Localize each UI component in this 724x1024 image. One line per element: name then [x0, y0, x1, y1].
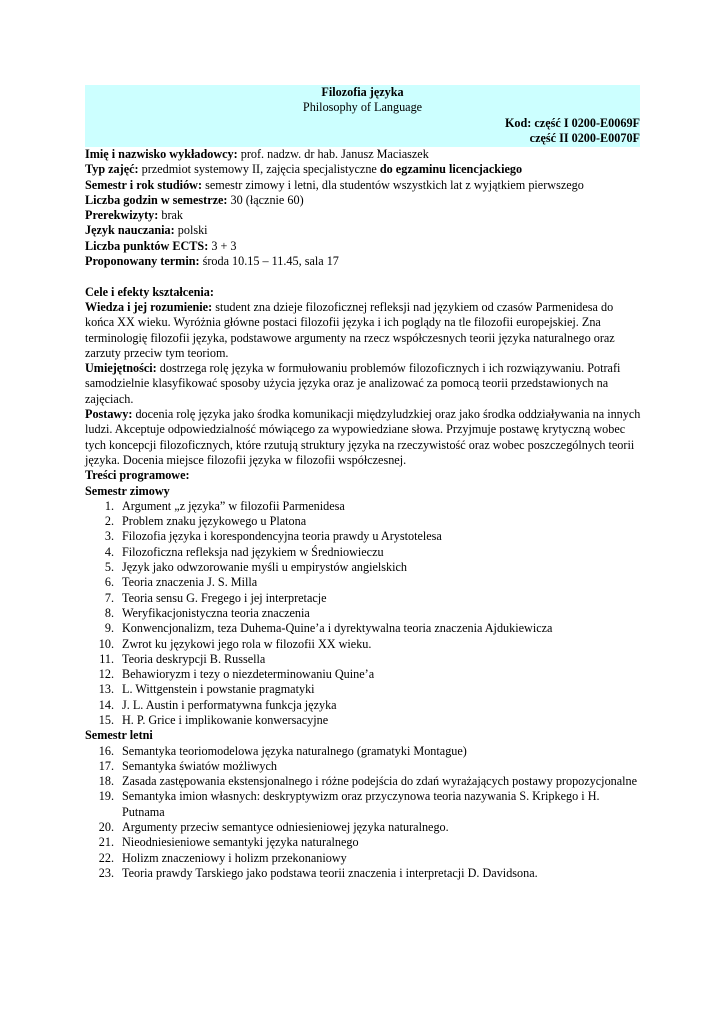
list-item-number: 5. — [104, 560, 114, 575]
list-item — [85, 606, 641, 621]
list-item-text: Teoria sensu G. Fregego i jej interpretacje — [122, 590, 327, 605]
list-item-text: Filozofia języka i korespondencyjna teoria prawdy u Arystotelesa — [122, 529, 442, 544]
program-section — [85, 468, 641, 881]
list-item-number: 18. — [98, 774, 114, 789]
list-item-text: Teoria prawdy Tarskiego jako podstawa teorii znaczenia i interpretacji D. Davidsona. — [122, 865, 538, 880]
list-item-text: Semantyka światów możliwych — [122, 758, 278, 773]
list-item-number: 20. — [98, 820, 114, 835]
spacer — [85, 269, 641, 284]
info-ects: Liczba punktów ECTS: 3 + 3 — [85, 238, 237, 253]
list-item-number: 4. — [104, 544, 114, 559]
winter-topic-list — [85, 499, 641, 728]
list-item — [85, 545, 641, 560]
course-subtitle: Philosophy of Language — [302, 100, 423, 115]
list-item-number: 1. — [104, 498, 114, 513]
list-item-text: Zasada zastępowania ekstensjonalnego i różne podejścia do zdań wyrażających postawy propozycjonalne — [122, 774, 638, 789]
course-code-part2: część II 0200-E0070F — [529, 130, 640, 145]
list-item-text: L. Wittgenstein i powstanie pragmatyki — [122, 682, 315, 697]
list-item-text: Weryfikacjonistyczna teoria znaczenia — [122, 605, 310, 620]
list-item — [85, 652, 641, 667]
list-item — [85, 851, 641, 866]
list-item-number: 7. — [104, 590, 114, 605]
winter-heading: Semestr zimowy — [85, 483, 170, 498]
info-class-type: Typ zajęć: przedmiot systemowy II, zajęcia specjalistyczne do egzaminu licencjackiego — [85, 162, 523, 177]
list-item-text: H. P. Grice i implikowanie konwersacyjne — [122, 712, 329, 727]
list-item — [85, 499, 641, 514]
list-item — [85, 621, 641, 636]
info-semester: Semestr i rok studiów: semestr zimowy i letni, dla studentów wszystkich lat z wyjątkiem pierwszego — [85, 177, 584, 192]
program-heading: Treści programowe: — [85, 468, 190, 483]
info-language: Język nauczania: polski — [85, 223, 208, 238]
list-item-number: 12. — [98, 667, 114, 682]
list-item — [85, 759, 641, 774]
list-item — [85, 789, 641, 820]
list-item — [85, 591, 641, 606]
course-title: Filozofia języka — [321, 85, 404, 99]
list-item-number: 19. — [98, 789, 114, 804]
list-item-number: 15. — [98, 712, 114, 727]
list-item — [85, 514, 641, 529]
list-item-number: 16. — [98, 743, 114, 758]
list-item — [85, 744, 641, 759]
info-hours: Liczba godzin w semestrze: 30 (łącznie 60) — [85, 192, 304, 207]
info-schedule: Proponowany termin: środa 10.15 – 11.45, sala 17 — [85, 254, 339, 269]
list-item — [85, 682, 641, 697]
list-item-text: Holizm znaczeniowy i holizm przekonaniowy — [122, 850, 347, 865]
list-item-text: J. L. Austin i performatywna funkcja języka — [122, 697, 337, 712]
list-item-number: 22. — [98, 850, 114, 865]
list-item-text: Semantyka imion własnych: deskryptywizm oraz przyczynowa teoria nazywania S. Kripkego i H. Putnama — [122, 789, 600, 819]
goals-skills: Umiejętności: dostrzega rolę języka w formułowaniu problemów filozoficznych i ich rozwiązywaniu. Potrafi samodzielnie klasyfikować sposoby użycia języka oraz je analizować za pomocą teorii przedstawionych na zajęciach. — [85, 361, 621, 406]
list-item-number: 10. — [98, 636, 114, 651]
list-item-text: Semantyka teoriomodelowa języka naturalnego (gramatyki Montague) — [122, 743, 467, 758]
document-body — [85, 147, 641, 881]
list-item — [85, 560, 641, 575]
course-info — [85, 147, 641, 269]
list-item-text: Zwrot ku językowi jego rola w filozofii XX wieku. — [122, 636, 372, 651]
list-item-text: Nieodniesieniowe semantyki języka naturalnego — [122, 835, 359, 850]
list-item — [85, 637, 641, 652]
info-prerequisites: Prerekwizyty: brak — [85, 208, 184, 223]
goals-section — [85, 285, 641, 469]
list-item-text: Argumenty przeciw semantyce odniesieniowej języka naturalnego. — [122, 820, 449, 835]
goals-attitudes: Postawy: docenia rolę języka jako środka komunikacji międzyludzkiej oraz jako środka oddziaływania na innych ludzi. Akceptuje odpowiedzialność mówiącego za wypowiedziane słowa. Przyjmuje postawę krytyczną wobec tych koncepcji filozoficznych, które rzutują struktury języka na rzeczywistość oraz wobec poszczególnych teorii języka. Docenia miejsce filozofii języka w filozofii współczesnej. — [85, 407, 641, 467]
summer-heading: Semestr letni — [85, 728, 153, 743]
list-item-text: Teoria deskrypcji B. Russella — [122, 651, 266, 666]
list-item — [85, 713, 641, 728]
list-item-number: 8. — [104, 605, 114, 620]
list-item-number: 14. — [98, 697, 114, 712]
list-item — [85, 698, 641, 713]
list-item-number: 3. — [104, 529, 114, 544]
list-item — [85, 866, 641, 881]
list-item-number: 17. — [98, 758, 114, 773]
list-item-text: Teoria znaczenia J. S. Milla — [122, 575, 258, 590]
list-item — [85, 575, 641, 590]
list-item — [85, 667, 641, 682]
list-item-number: 6. — [104, 575, 114, 590]
list-item-text: Konwencjonalizm, teza Duhema-Quine’a i dyrektywalna teoria znaczenia Ajdukiewicza — [122, 621, 553, 636]
list-item-text: Behawioryzm i tezy o niezdeterminowaniu Quine’a — [122, 667, 375, 682]
list-item — [85, 774, 641, 789]
list-item-text: Filozoficzna refleksja nad językiem w Średniowieczu — [122, 544, 384, 559]
list-item-number: 23. — [98, 865, 114, 880]
course-header — [85, 85, 640, 147]
list-item-number: 9. — [104, 621, 114, 636]
goals-knowledge: Wiedza i jej rozumienie: student zna dzieje filozoficznej refleksji nad językiem od czasów Parmenidesa do końca XX wieku. Wyróżnia główne postaci filozofii języka i ich poglądy na tle filozofii europejskiej. Zna terminologię filozofii języka, podstawowe argumenty na rzecz współczesnych teorii języka naturalnego oraz zarzuty przeciw tym teoriom. — [85, 299, 615, 360]
list-item-text: Język jako odwzorowanie myśli u empirystów angielskich — [122, 560, 407, 575]
list-item-number: 11. — [99, 651, 114, 666]
summer-topic-list — [85, 744, 641, 882]
list-item — [85, 820, 641, 835]
list-item-number: 13. — [98, 682, 114, 697]
goals-heading: Cele i efekty kształcenia: — [85, 284, 214, 299]
list-item-text: Argument „z języka” w filozofii Parmenidesa — [122, 498, 345, 513]
list-item — [85, 835, 641, 850]
list-item-number: 2. — [104, 514, 114, 529]
list-item — [85, 529, 641, 544]
list-item-number: 21. — [98, 835, 114, 850]
list-item-text: Problem znaku językowego u Platona — [122, 514, 307, 529]
info-lecturer: Imię i nazwisko wykładowcy: prof. nadzw. dr hab. Janusz Maciaszek — [85, 147, 429, 161]
course-code-part1: Kod: część I 0200-E0069F — [504, 115, 640, 130]
